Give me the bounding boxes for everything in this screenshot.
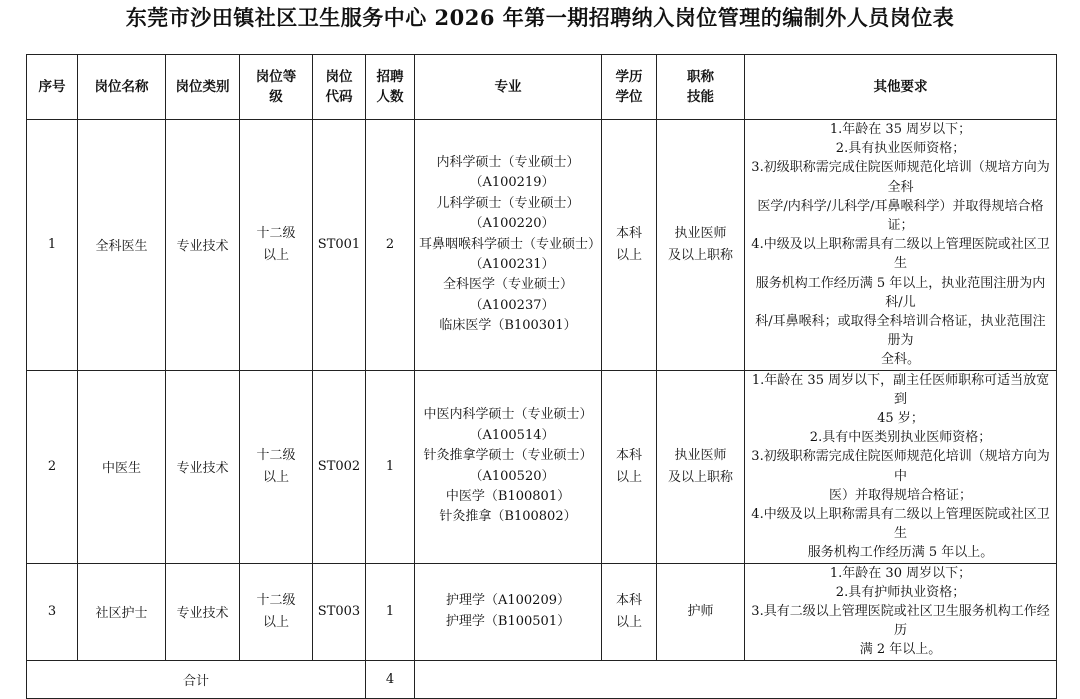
header-title-skill-line1: 职称 (687, 69, 714, 85)
cell-title-skill-line: 执业医师 (674, 225, 727, 241)
requirement-line: 医）并取得规培合格证； (828, 487, 972, 503)
cell-title-skill-line: 及以上职称 (667, 469, 733, 485)
header-level-line2: 级 (269, 89, 283, 105)
requirement-line: 45 岁； (877, 411, 924, 427)
header-education-line2: 学位 (615, 89, 643, 105)
requirement-line: 3.初级职称需完成住院医师规范化培训（规培方向为全科 (751, 160, 1050, 195)
header-name: 岗位名称 (78, 55, 166, 120)
cell-title-skill (657, 370, 745, 563)
cell-count: 1 (366, 563, 415, 660)
cell-education (602, 563, 657, 660)
header-count (366, 55, 415, 120)
major-line: 内科学硕士（专业硕士） (436, 154, 580, 170)
cell-level (240, 370, 313, 563)
requirement-line: 4.中级及以上职称需具有二级以上管理医院或社区卫生 (751, 237, 1050, 272)
requirement-line: 服务机构工作经历满 5 年以上。 (807, 545, 994, 561)
cell-education-line: 本科 (615, 225, 642, 241)
cell-level-line: 以上 (262, 469, 289, 485)
major-line: （A100514） (469, 427, 555, 443)
table-row (27, 563, 1057, 660)
cell-requirements (745, 120, 1057, 371)
major-line: 中医学（B100801） (445, 489, 571, 505)
cell-level (240, 120, 313, 371)
requirement-line: 3.具有二级以上管理医院或社区卫生服务机构工作经历 (751, 604, 1050, 639)
requirement-line: 1.年龄在 35 周岁以下； (829, 122, 972, 137)
header-education-line1: 学历 (615, 69, 643, 85)
requirement-line: 2.具有中医类别执业医师资格； (809, 430, 992, 446)
cell-category: 专业技术 (166, 370, 240, 563)
requirement-line: 全科。 (880, 352, 920, 368)
requirement-line: 3.初级职称需完成住院医师规范化培训（规培方向为中 (751, 449, 1050, 484)
major-line: 针灸推拿（B100802） (439, 509, 577, 525)
cell-level-line: 以上 (262, 247, 289, 263)
header-code (313, 55, 366, 120)
cell-level-line: 十二级 (256, 447, 296, 463)
cell-category: 专业技术 (166, 563, 240, 660)
major-line: 临床医学（B100301） (439, 318, 577, 334)
header-level-line1: 岗位等 (255, 69, 297, 85)
major-line: 耳鼻咽喉科学硕士（专业硕士） (419, 236, 602, 252)
cell-count: 2 (366, 120, 415, 371)
cell-education-line: 以上 (615, 469, 642, 485)
table-row (27, 120, 1057, 371)
header-category: 岗位类别 (166, 55, 240, 120)
header-major: 专业 (415, 55, 602, 120)
cell-name: 中医生 (78, 370, 166, 563)
header-count-line1: 招聘 (376, 69, 404, 85)
major-line: （A100220） (469, 216, 555, 232)
header-title-skill (657, 55, 745, 120)
position-table (26, 54, 1057, 699)
major-line: 儿科学硕士（专业硕士） (436, 195, 580, 211)
header-seq: 序号 (27, 55, 78, 120)
major-line: （A100231） (469, 257, 555, 273)
requirement-line: 服务机构工作经历满 5 年以上，执业范围注册为内科/儿 (755, 275, 1046, 310)
requirement-line: 2.具有执业医师资格； (835, 141, 966, 157)
requirement-line: 1.年龄在 35 周岁以下，副主任医师职称可适当放宽到 (751, 372, 1050, 407)
major-line: 全科医学（专业硕士） (442, 277, 573, 293)
cell-title-skill-line: 护师 (687, 603, 714, 619)
requirement-line: 科/耳鼻喉科；或取得全科培训合格证，执业范围注册为 (755, 314, 1046, 349)
cell-title-skill (657, 563, 745, 660)
cell-education (602, 120, 657, 371)
cell-education-line: 本科 (615, 447, 642, 463)
major-line: （A100219） (469, 175, 555, 191)
cell-level-line: 十二级 (256, 592, 296, 608)
total-label: 合计 (27, 660, 366, 698)
header-title-skill-line2: 技能 (687, 89, 714, 105)
requirement-line: 满 2 年以上。 (859, 642, 942, 658)
cell-requirements (745, 370, 1057, 563)
cell-title-skill (657, 120, 745, 371)
header-row (27, 55, 1057, 120)
header-other: 其他要求 (745, 55, 1057, 120)
cell-name: 社区护士 (78, 563, 166, 660)
cell-code: ST003 (313, 563, 366, 660)
cell-code: ST002 (313, 370, 366, 563)
header-education (602, 55, 657, 120)
cell-major (415, 370, 602, 563)
cell-title-skill-line: 执业医师 (674, 447, 727, 463)
page-title: 东莞市沙田镇社区卫生服务中心 2026 年第一期招聘纳入岗位管理的编制外人员岗位表 (125, 5, 955, 30)
cell-seq: 1 (27, 120, 78, 371)
major-line: 护理学（B100501） (445, 613, 571, 629)
header-count-line2: 人数 (376, 89, 404, 105)
cell-level-line: 以上 (262, 614, 289, 630)
cell-level-line: 十二级 (256, 225, 296, 241)
cell-requirements (745, 563, 1057, 660)
cell-seq: 2 (27, 370, 78, 563)
header-code-line2: 代码 (325, 89, 353, 105)
cell-education (602, 370, 657, 563)
total-count: 4 (366, 660, 415, 698)
major-line: （A100520） (469, 468, 555, 484)
cell-code: ST001 (313, 120, 366, 371)
cell-count: 1 (366, 370, 415, 563)
total-row (27, 660, 1057, 698)
cell-education-line: 以上 (615, 614, 642, 630)
cell-major (415, 563, 602, 660)
major-line: （A100237） (469, 297, 555, 313)
major-line: 针灸推拿学硕士（专业硕士） (423, 448, 593, 464)
cell-seq: 3 (27, 563, 78, 660)
requirement-line: 4.中级及以上职称需具有二级以上管理医院或社区卫生 (751, 507, 1050, 542)
cell-level (240, 563, 313, 660)
cell-education-line: 以上 (615, 247, 642, 263)
cell-title-skill-line: 及以上职称 (667, 247, 733, 263)
cell-name: 全科医生 (78, 120, 166, 371)
requirement-line: 医学/内科学/儿科学/耳鼻喉科学）并取得规培合格证； (757, 198, 1044, 234)
header-code-line1: 岗位 (325, 69, 353, 85)
major-line: 护理学（A100209） (445, 593, 570, 609)
header-level (240, 55, 313, 120)
requirement-line: 2.具有护师执业资格； (835, 584, 966, 600)
table-row (27, 370, 1057, 563)
cell-major (415, 120, 602, 371)
major-line: 中医内科学硕士（专业硕士） (423, 407, 593, 423)
total-blank (415, 660, 1057, 698)
requirement-line: 1.年龄在 30 周岁以下； (829, 565, 972, 581)
cell-category: 专业技术 (166, 120, 240, 371)
cell-education-line: 本科 (615, 592, 642, 608)
